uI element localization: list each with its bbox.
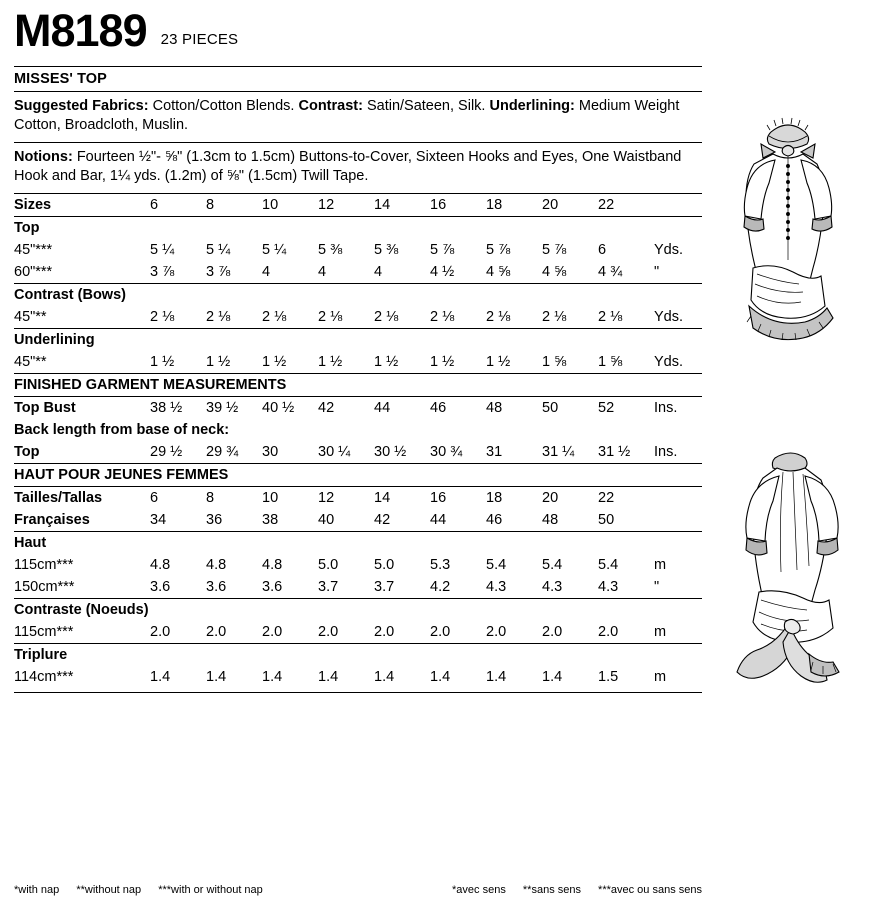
value-cell: 1 ½ bbox=[262, 353, 287, 370]
row-empty bbox=[150, 643, 702, 666]
value-cell: 42 bbox=[318, 396, 374, 419]
value-cell: 5 ⅞ bbox=[430, 241, 455, 258]
footnotes-english bbox=[14, 884, 277, 896]
value-cell: 30 ¼ bbox=[318, 443, 351, 460]
size-cell: 20 bbox=[542, 196, 559, 213]
row-label: 114cm*** bbox=[14, 668, 74, 685]
table-row bbox=[14, 419, 702, 441]
row-empty bbox=[150, 328, 702, 351]
value-cell: 48 bbox=[486, 396, 542, 419]
header bbox=[14, 5, 239, 56]
table-row bbox=[14, 666, 702, 688]
value-cell: 4 bbox=[374, 263, 383, 280]
value-cell: 1 ½ bbox=[206, 353, 231, 370]
unit-cell: Ins. bbox=[654, 396, 702, 419]
unit-cell: Yds. bbox=[654, 308, 684, 325]
back-view-illustration bbox=[713, 430, 863, 755]
value-cell: 5.0 bbox=[374, 556, 395, 573]
french-title-row bbox=[14, 463, 702, 486]
size-cell: 8 bbox=[206, 196, 215, 213]
footnote: **sans sens bbox=[522, 884, 581, 896]
value-cell: 4 bbox=[318, 263, 327, 280]
value-cell: 6 bbox=[598, 241, 607, 258]
size-cell: 18 bbox=[486, 486, 542, 509]
value-cell: 4.8 bbox=[150, 556, 171, 573]
value-cell: 2 ⅛ bbox=[486, 308, 511, 325]
value-cell: 44 bbox=[374, 396, 430, 419]
value-cell: 2 ⅛ bbox=[374, 308, 399, 325]
table-row bbox=[14, 554, 702, 576]
value-cell: 46 bbox=[486, 511, 503, 528]
row-label: Haut bbox=[14, 531, 150, 554]
value-cell: 30 bbox=[262, 443, 279, 460]
value-cell: 4.8 bbox=[206, 556, 227, 573]
table-row bbox=[14, 239, 702, 261]
contrast-text: Satin/Sateen, Silk. bbox=[362, 98, 490, 114]
row-label: Top Bust bbox=[14, 396, 150, 419]
size-cell: 6 bbox=[150, 196, 159, 213]
value-cell: 1 ⅝ bbox=[598, 353, 623, 370]
value-cell: 5.4 bbox=[598, 556, 619, 573]
value-cell: 5 ⅜ bbox=[318, 241, 343, 258]
value-cell: 2.0 bbox=[542, 623, 563, 640]
value-cell: 39 ½ bbox=[206, 396, 262, 419]
sizes-label: Sizes bbox=[14, 196, 52, 213]
value-cell: 40 bbox=[318, 511, 335, 528]
row-label: 115cm*** bbox=[14, 556, 74, 573]
value-cell: 4 ½ bbox=[430, 263, 455, 280]
footnote: **without nap bbox=[76, 884, 142, 896]
unit-cell bbox=[654, 509, 702, 532]
value-cell: 5 ⅞ bbox=[486, 241, 511, 258]
table-row-triplure-head bbox=[14, 643, 702, 666]
value-cell: 31 ½ bbox=[598, 443, 631, 460]
row-label: Contraste (Noeuds) bbox=[14, 598, 150, 621]
value-cell: 2.0 bbox=[318, 623, 339, 640]
size-cell: 8 bbox=[206, 486, 262, 509]
value-cell: 4.8 bbox=[262, 556, 283, 573]
row-label: 60"*** bbox=[14, 263, 53, 280]
row-label: Triplure bbox=[14, 643, 150, 666]
value-cell: 50 bbox=[598, 511, 615, 528]
table-row-sizes bbox=[14, 194, 702, 217]
row-empty bbox=[150, 598, 702, 621]
value-cell: 2 ⅛ bbox=[150, 308, 175, 325]
divider bbox=[14, 692, 702, 693]
value-cell: 4 ⅝ bbox=[486, 263, 511, 280]
table-row-contraste-head bbox=[14, 598, 702, 621]
value-cell: 2 ⅛ bbox=[598, 308, 623, 325]
value-cell: 1.4 bbox=[318, 668, 339, 685]
finished-measurements-title: FINISHED GARMENT MEASUREMENTS bbox=[14, 373, 702, 396]
value-cell: 5 ⅞ bbox=[542, 241, 567, 258]
value-cell: 31 bbox=[486, 443, 503, 460]
row-label: 45"** bbox=[14, 308, 47, 325]
size-cell: 20 bbox=[542, 486, 598, 509]
footnotes-french bbox=[438, 884, 702, 896]
table-row-top-head bbox=[14, 216, 702, 239]
unit-cell: Yds. bbox=[654, 241, 684, 258]
value-cell: 29 ¾ bbox=[206, 443, 239, 460]
value-cell: 1.4 bbox=[542, 668, 563, 685]
value-cell: 5 ¼ bbox=[150, 241, 175, 258]
value-cell: 1.4 bbox=[486, 668, 507, 685]
value-cell: 2.0 bbox=[150, 623, 171, 640]
row-label: Tailles/Tallas bbox=[14, 486, 150, 509]
table-row bbox=[14, 261, 702, 284]
value-cell: 4.3 bbox=[486, 578, 507, 595]
size-cell: 16 bbox=[430, 486, 486, 509]
value-cell: 2.0 bbox=[486, 623, 507, 640]
value-cell: 48 bbox=[542, 511, 559, 528]
value-cell: 34 bbox=[150, 511, 167, 528]
value-cell: 4 ⅝ bbox=[542, 263, 567, 280]
underlining-text: Medium Weight Cotton, Broadcloth, Muslin. bbox=[14, 98, 680, 134]
value-cell: 29 ½ bbox=[150, 443, 183, 460]
size-cell: 22 bbox=[598, 486, 654, 509]
value-cell: 5.3 bbox=[430, 556, 451, 573]
value-cell: 3.7 bbox=[374, 578, 395, 595]
value-cell: 2 ⅛ bbox=[542, 308, 567, 325]
underlining-label: Underlining: bbox=[489, 98, 575, 114]
value-cell: 1 ½ bbox=[486, 353, 511, 370]
value-cell: 44 bbox=[430, 511, 447, 528]
row-label: Contrast (Bows) bbox=[14, 283, 150, 306]
value-cell: 1.5 bbox=[598, 668, 619, 685]
value-cell: 2 ⅛ bbox=[318, 308, 343, 325]
footnote: *avec sens bbox=[452, 884, 506, 896]
garment-title: MISSES' TOP bbox=[14, 71, 107, 87]
unit-cell: m bbox=[654, 556, 667, 573]
value-cell: 2.0 bbox=[262, 623, 283, 640]
table-row bbox=[14, 576, 702, 599]
french-title: HAUT POUR JEUNES FEMMES bbox=[14, 463, 702, 486]
value-cell: 4 bbox=[262, 263, 271, 280]
finished-measurements-title-row bbox=[14, 373, 702, 396]
size-cell: 10 bbox=[262, 196, 279, 213]
value-cell: 1 ½ bbox=[318, 353, 343, 370]
value-cell: 30 ½ bbox=[374, 443, 407, 460]
size-cell: 18 bbox=[486, 196, 503, 213]
table-row bbox=[14, 306, 702, 329]
value-cell: 52 bbox=[598, 396, 654, 419]
piece-count: 23 PIECES bbox=[160, 31, 239, 48]
row-empty bbox=[150, 283, 702, 306]
value-cell: 1.4 bbox=[374, 668, 395, 685]
value-cell: 2 ⅛ bbox=[262, 308, 287, 325]
notions-label: Notions: bbox=[14, 148, 73, 165]
value-cell: 2.0 bbox=[374, 623, 395, 640]
value-cell: 3 ⅞ bbox=[150, 263, 175, 280]
value-cell: 3 ⅞ bbox=[206, 263, 231, 280]
row-label: Underlining bbox=[14, 328, 150, 351]
table-row-francaises bbox=[14, 509, 702, 532]
front-view-illustration bbox=[713, 110, 863, 415]
table-row bbox=[14, 441, 702, 464]
value-cell: 2.0 bbox=[206, 623, 227, 640]
notions bbox=[14, 143, 702, 193]
value-cell: 40 ½ bbox=[262, 396, 318, 419]
value-cell: 3.6 bbox=[206, 578, 227, 595]
value-cell: 5.4 bbox=[542, 556, 563, 573]
value-cell: 1.4 bbox=[430, 668, 451, 685]
value-cell: 38 ½ bbox=[150, 396, 206, 419]
row-empty bbox=[150, 216, 702, 239]
value-cell: 4.2 bbox=[430, 578, 451, 595]
footnote: *with nap bbox=[14, 884, 60, 896]
value-cell: 1 ½ bbox=[430, 353, 455, 370]
unit-cell: Yds. bbox=[654, 353, 684, 370]
table-row bbox=[14, 351, 702, 374]
row-label: 45"** bbox=[14, 353, 47, 370]
size-cell: 14 bbox=[374, 486, 430, 509]
yardage-table bbox=[14, 194, 702, 688]
value-cell: 1.4 bbox=[262, 668, 283, 685]
value-cell: 2 ⅛ bbox=[206, 308, 231, 325]
page-title: M8189 bbox=[14, 5, 147, 56]
unit-cell bbox=[654, 194, 702, 217]
suggested-fabrics bbox=[14, 92, 702, 142]
value-cell: 1.4 bbox=[206, 668, 227, 685]
row-label: 115cm*** bbox=[14, 623, 74, 640]
size-cell: 12 bbox=[318, 486, 374, 509]
value-cell: 4.3 bbox=[542, 578, 563, 595]
suggested-fabrics-label: Suggested Fabrics: bbox=[14, 98, 149, 114]
value-cell: 3.6 bbox=[150, 578, 171, 595]
contrast-label: Contrast: bbox=[298, 98, 363, 114]
row-label: 150cm*** bbox=[14, 578, 75, 595]
row-label: Back length from base of neck: bbox=[14, 421, 230, 438]
unit-cell bbox=[654, 486, 702, 509]
main-content bbox=[14, 66, 702, 693]
size-cell: 16 bbox=[430, 196, 447, 213]
unit-cell: m bbox=[654, 623, 667, 640]
row-label: Françaises bbox=[14, 511, 90, 528]
unit-cell: Ins. bbox=[654, 443, 678, 460]
value-cell: 5 ¼ bbox=[206, 241, 231, 258]
size-cell: 6 bbox=[150, 486, 206, 509]
row-empty bbox=[150, 531, 702, 554]
footnotes bbox=[14, 884, 702, 896]
value-cell: 3.7 bbox=[318, 578, 339, 595]
value-cell: 42 bbox=[374, 511, 391, 528]
table-row bbox=[14, 621, 702, 644]
table-row-french-sizes bbox=[14, 486, 702, 509]
value-cell: 36 bbox=[206, 511, 223, 528]
value-cell: 5.4 bbox=[486, 556, 507, 573]
value-cell: 3.6 bbox=[262, 578, 283, 595]
value-cell: 5 ⅜ bbox=[374, 241, 399, 258]
value-cell: 2.0 bbox=[430, 623, 451, 640]
row-label: 45"*** bbox=[14, 241, 53, 258]
size-cell: 22 bbox=[598, 196, 615, 213]
unit-cell: m bbox=[654, 668, 667, 685]
value-cell: 1 ⅝ bbox=[542, 353, 567, 370]
notions-text: Fourteen ½"- ⅝" (1.3cm to 1.5cm) Buttons-to-Cover, Sixteen Hooks and Eyes, One Waistband Hook and Bar, 1¼ yds. (1.2m) of ⅝" (1.5cm) Twill Tape. bbox=[14, 148, 682, 185]
footnote: ***avec ou sans sens bbox=[598, 884, 702, 896]
row-label: Top bbox=[14, 443, 40, 460]
value-cell: 1.4 bbox=[150, 668, 171, 685]
value-cell: 4 ¾ bbox=[598, 263, 623, 280]
value-cell: 1 ½ bbox=[150, 353, 175, 370]
value-cell: 31 ¼ bbox=[542, 443, 575, 460]
table-row-underlining-head bbox=[14, 328, 702, 351]
value-cell: 38 bbox=[262, 511, 279, 528]
value-cell: 46 bbox=[430, 396, 486, 419]
size-cell: 12 bbox=[318, 196, 335, 213]
unit-cell: " bbox=[654, 263, 660, 280]
value-cell: 5.0 bbox=[318, 556, 339, 573]
value-cell: 30 ¾ bbox=[430, 443, 463, 460]
value-cell: 1 ½ bbox=[374, 353, 399, 370]
row-label: Top bbox=[14, 216, 150, 239]
table-row-haut-head bbox=[14, 531, 702, 554]
size-cell: 10 bbox=[262, 486, 318, 509]
table-row-contrast-head bbox=[14, 283, 702, 306]
value-cell: 2 ⅛ bbox=[430, 308, 455, 325]
suggested-fabrics-text: Cotton/Cotton Blends. bbox=[148, 98, 299, 114]
footnote: ***with or without nap bbox=[158, 884, 263, 896]
size-cell: 14 bbox=[374, 196, 391, 213]
value-cell: 2.0 bbox=[598, 623, 619, 640]
value-cell: 5 ¼ bbox=[262, 241, 287, 258]
table-row bbox=[14, 396, 702, 419]
value-cell: 4.3 bbox=[598, 578, 619, 595]
unit-cell: " bbox=[654, 578, 660, 595]
value-cell: 50 bbox=[542, 396, 598, 419]
